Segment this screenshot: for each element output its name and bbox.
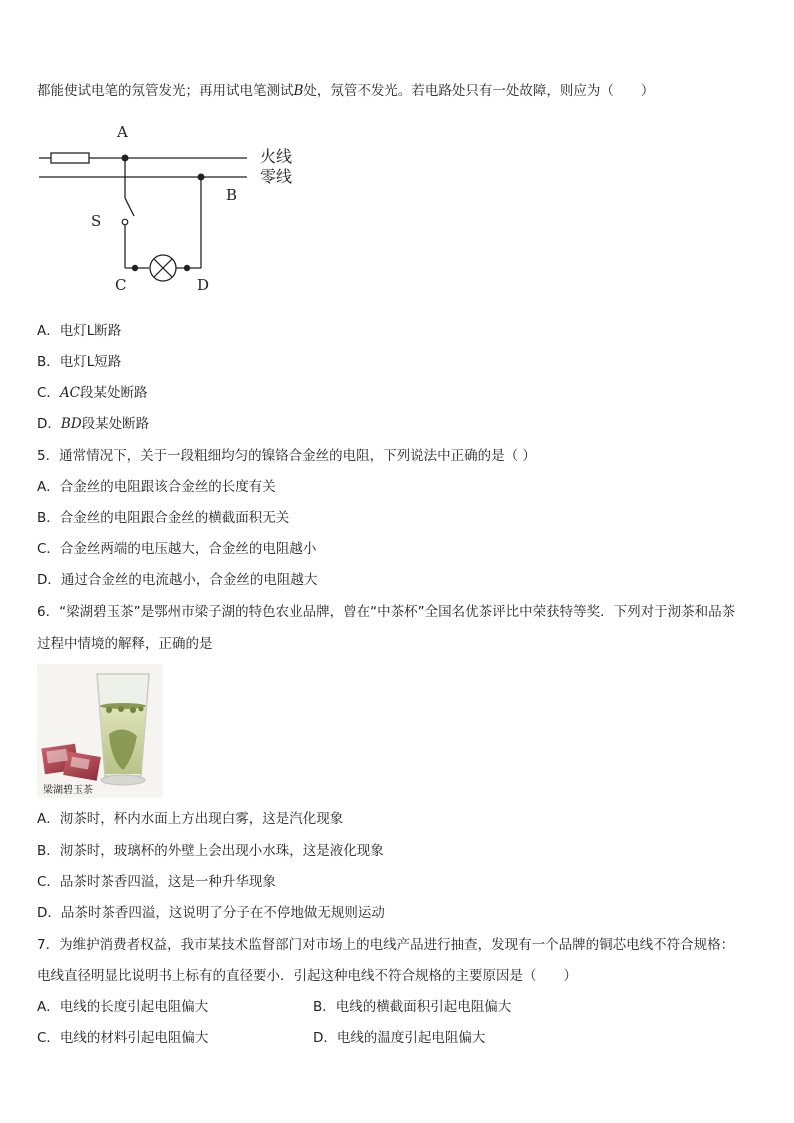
label-s: S xyxy=(91,212,102,230)
q4-stem-var-b: B xyxy=(293,83,304,99)
q4-option-d xyxy=(37,415,149,433)
q4-stem-text-2: 处，氖管不发光。若电路处只有一处故障，则应为（ ） xyxy=(303,83,655,99)
q6-option-a: A．沏茶时，杯内水面上方出现白雾，这是汽化现象 xyxy=(37,811,344,827)
q4-option-c-var: AC xyxy=(59,385,81,401)
q4-option-b: B．电灯L短路 xyxy=(37,354,122,370)
q5-option-b: B．合金丝的电阻跟合金丝的横截面积无关 xyxy=(37,510,290,526)
switch-icon xyxy=(125,198,134,216)
label-d: D xyxy=(197,276,210,294)
q5-option-a: A．合金丝的电阻跟该合金丝的长度有关 xyxy=(37,479,276,495)
q4-option-d-var: BD xyxy=(60,416,82,432)
q4-option-d-suffix: 段某处断路 xyxy=(81,416,150,432)
junction-d xyxy=(184,265,190,271)
junction-b xyxy=(198,174,205,181)
q5-option-d: D．通过合金丝的电流越小，合金丝的电阻越大 xyxy=(37,572,318,588)
label-b: B xyxy=(226,186,238,204)
q5-option-c: C．合金丝两端的电压越大，合金丝的电阻越小 xyxy=(37,541,317,557)
q4-stem xyxy=(37,82,654,100)
q6-stem-line1: 6．“梁湖碧玉茶”是鄂州市梁子湖的特色农业品牌，曾在“中茶杯”全国名优茶评比中荣获特等奖．下列对于沏茶和品茶 xyxy=(37,604,736,620)
q6-option-d: D．品茶时茶香四溢，这说明了分子在不停地做无规则运动 xyxy=(37,905,385,921)
label-a: A xyxy=(117,123,128,141)
circuit-diagram xyxy=(37,118,317,300)
q4-option-d-prefix: D． xyxy=(37,416,61,432)
q7-stem-line1: 7．为维护消费者权益，我市某技术监督部门对市场上的电线产品进行抽查，发现有一个品牌的铜芯电线不符合规格： xyxy=(37,937,735,953)
q4-option-c xyxy=(37,384,148,402)
neutral-wire-label: 零线 xyxy=(260,167,293,186)
q7-option-b: B．电线的横截面积引起电阻偏大 xyxy=(313,999,512,1015)
q4-stem-text-1: 都能使试电笔的氖管发光；再用试电笔测试 xyxy=(37,83,294,99)
q4-option-a: A．电灯L断路 xyxy=(37,323,122,339)
q7-stem-line2: 电线直径明显比说明书上标有的直径要小．引起这种电线不符合规格的主要原因是（ ） xyxy=(37,968,577,984)
q4-option-c-suffix: 段某处断路 xyxy=(80,385,148,401)
q7-option-c: C．电线的材料引起电阻偏大 xyxy=(37,1030,209,1046)
q4-option-c-prefix: C． xyxy=(37,385,60,401)
q7-option-a: A．电线的长度引起电阻偏大 xyxy=(37,999,209,1015)
tea-glass-illustration xyxy=(37,664,163,798)
tea-photo xyxy=(37,664,163,798)
junction-c xyxy=(132,265,138,271)
q6-option-b: B．沏茶时，玻璃杯的外壁上会出现小水珠，这是液化现象 xyxy=(37,843,384,859)
photo-caption: 梁湖碧玉茶 xyxy=(43,785,93,796)
q5-stem: 5．通常情况下，关于一段粗细均匀的镍铬合金丝的电阻，下列说法中正确的是（ ） xyxy=(37,448,536,464)
live-wire-label: 火线 xyxy=(260,147,293,166)
fuse-icon xyxy=(51,153,89,163)
q7-option-d: D．电线的温度引起电阻偏大 xyxy=(313,1030,486,1046)
q6-option-c: C．品茶时茶香四溢，这是一种升华现象 xyxy=(37,874,276,890)
q6-stem-line2: 过程中情境的解释，正确的是 xyxy=(37,636,213,652)
label-c: C xyxy=(115,276,127,294)
